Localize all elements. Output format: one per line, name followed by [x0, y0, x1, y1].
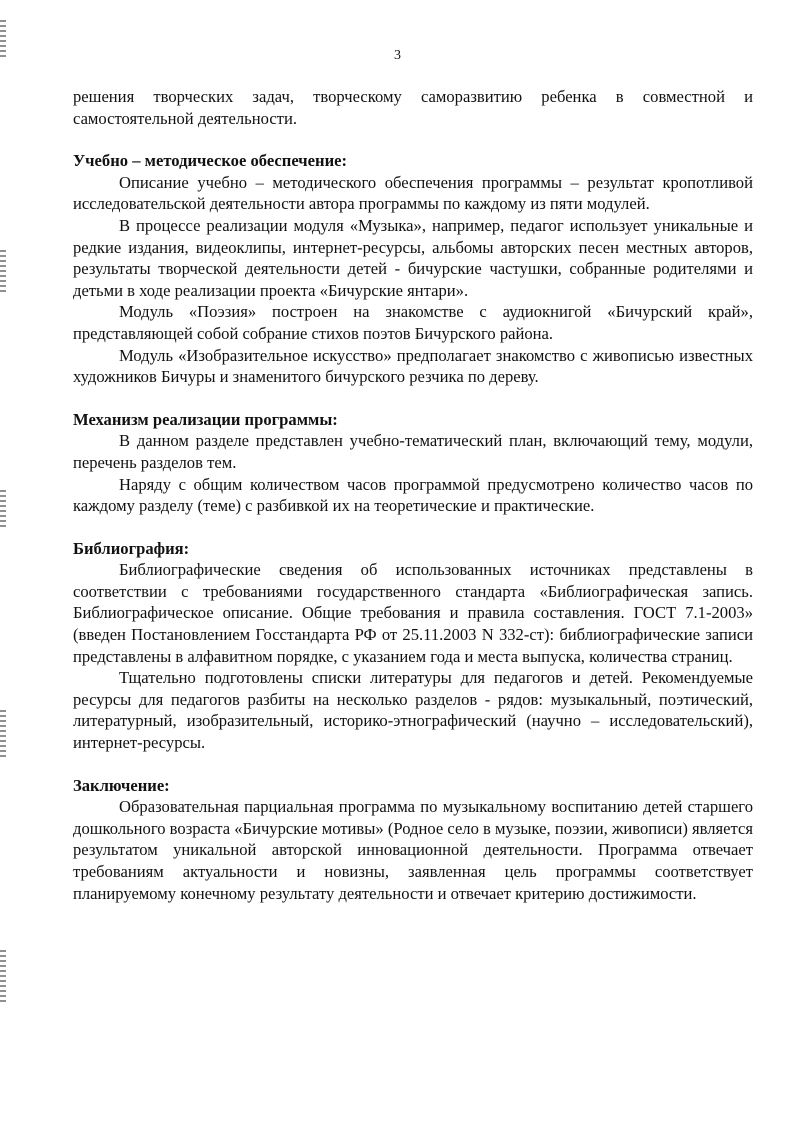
scan-edge-mark: [0, 950, 6, 1005]
section-conclusion: [73, 775, 753, 905]
paragraph: В процессе реализации модуля «Музыка», например, педагог использует уникальные и редкие издания, видеоклипы, интернет-ресурсы, альбомы авторских песен местных авторов, результаты творческой деятельности детей - бичурские частушки, собранные родителями и детьми в ходе реализации проекта «Бичурские янтари».: [73, 215, 753, 300]
intro-paragraph: решения творческих задач, творческому саморазвитию ребенка в совместной и самостоятельной деятельности.: [73, 87, 753, 128]
paragraph: Библиографические сведения об использованных источниках представлены в соответствии с требованиями государственного стандарта «Библиографическая запись. Библиографическое описание. Общие требования и правила составления. ГОСТ 7.1-2003» (введен Постановлением Госстандарта РФ от 25.11.2003 N 332-ст): библиографические записи представлены в алфавитном порядке, с указанием года и места выпуска, количества страниц.: [73, 560, 753, 666]
section-heading: Учебно – методическое обеспечение:: [73, 151, 348, 171]
page-number: 3: [394, 48, 401, 63]
section-methodical: [73, 150, 753, 388]
paragraph: Наряду с общим количеством часов программой предусмотрено количество часов по каждому разделу (теме) с разбивкой их на теоретические и практические.: [73, 474, 753, 516]
section-heading: Механизм реализации программы:: [73, 409, 338, 429]
paragraph: Тщательно подготовлены списки литературы для педагогов и детей. Рекомендуемые ресурсы для педагогов разбиты на несколько разделов - рядов: музыкальный, поэтический, литературный, изобразительный, историко-этнографический (научно – исследовательский), интернет-ресурсы.: [73, 668, 753, 753]
section-bibliography: [73, 538, 753, 754]
paragraph: В данном разделе представлен учебно-тематический план, включающий тему, модули, перечень разделов тем.: [73, 431, 753, 472]
paragraph: Образовательная парциальная программа по музыкальному воспитанию детей старшего дошкольного возраста «Бичурские мотивы» (Родное село в музыке, поэзии, живописи) является результатом уникальной авторской инновационной деятельности. Программа отвечает требованиям актуальности и новизны, заявленная цель программы соответствует планируемому конечному результату деятельности и отвечает критерию достижимости.: [73, 797, 753, 903]
paragraph: Модуль «Изобразительное искусство» предполагает знакомство с живописью известных художников Бичуры и знаменитого бичурского резчика по дереву.: [73, 345, 753, 387]
section-heading: Библиография:: [73, 538, 190, 558]
scan-edge-mark: [0, 250, 6, 295]
scan-edge-mark: [0, 710, 6, 758]
document-body: [73, 86, 753, 904]
paragraph: Модуль «Поэзия» построен на знакомстве с аудиокнигой «Бичурский край», представляющей собой собрание стихов поэтов Бичурского района.: [73, 302, 753, 343]
paragraph: Описание учебно – методического обеспечения программы – результат кропотливой исследовательской деятельности автора программы по каждому из пяти модулей.: [73, 172, 753, 214]
scan-edge-mark: [0, 490, 6, 530]
section-heading: Заключение:: [73, 775, 170, 795]
section-mechanism: [73, 409, 753, 517]
